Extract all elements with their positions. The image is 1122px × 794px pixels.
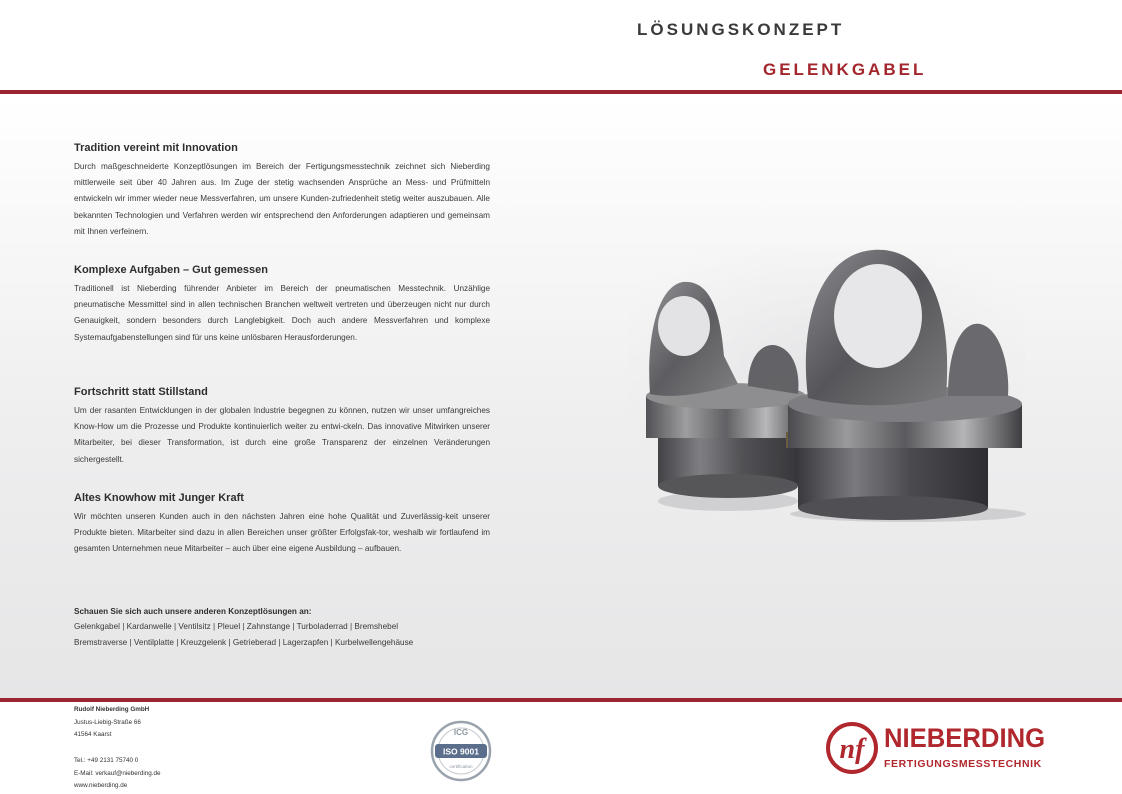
section-complex bbox=[74, 264, 490, 346]
section-knowhow bbox=[74, 492, 490, 558]
page-header bbox=[0, 0, 1122, 90]
header-divider bbox=[0, 90, 1122, 94]
page-title: LÖSUNGSKONZEPT bbox=[637, 20, 845, 39]
city: 41564 Kaarst bbox=[74, 731, 112, 739]
section-title: Komplexe Aufgaben – Gut gemessen bbox=[74, 264, 268, 276]
section-title: Fortschritt statt Stillstand bbox=[74, 386, 208, 398]
badge-bottom-text: certification bbox=[449, 764, 473, 769]
badge-top-text: ICG bbox=[453, 728, 469, 737]
badge-label: ISO 9001 bbox=[443, 746, 479, 757]
footer-divider bbox=[0, 698, 1122, 702]
other-solutions-title: Schauen Sie sich auch unsere anderen Konzeptlösungen an: bbox=[74, 607, 312, 616]
email-link[interactable]: E-Mail: verkauf@nieberding.de bbox=[74, 769, 161, 777]
solutions-line-2: Bremstraverse | Ventilplatte | Kreuzgelenk | Getrieberad | Lagerzapfen | Kurbelwellengehäuse bbox=[74, 638, 414, 647]
section-tradition bbox=[74, 142, 490, 240]
company-name: Rudolf Nieberding GmbH bbox=[74, 706, 150, 713]
iso-9001-badge bbox=[430, 720, 492, 782]
nieberding-logo bbox=[824, 721, 1069, 775]
section-text: Um der rasanten Entwicklungen in der globalen Industrie begegnen zu können, nutzen wir unser umfangreiches Know-How um die Prozesse und Produkte kontinuierlich weiter zu entwi-ckeln. Das innovative Mitwirken unserer Mitarbeiter, bei dieser Transformation, ist durch eine große Transparenz der einzelnen Veränderungen sichergestellt. bbox=[74, 406, 490, 464]
logo-monogram: nf bbox=[839, 734, 865, 765]
website-link[interactable]: www.nieberding.de bbox=[74, 782, 128, 790]
solutions-line-1: Gelenkgabel | Kardanwelle | Ventilsitz | Pleuel | Zahnstange | Turboladerrad | Bremshebel bbox=[74, 622, 399, 631]
section-text: Durch maßgeschneiderte Konzeptlösungen im Bereich der Fertigungsmesstechnik zeichnet sich Nieberding mittlerweile seit über 40 Jahren aus. Im Zuge der stetig wachsenden Ansprüche an Mess- und Prüfmitteln entwickeln wir immer wieder neue Messverfahren, um unsere Kunden-zufriedenheit stetig weiter auszubauen. Alle bekannten Technologien und Verfahren werden wir entsprechend den Anforderungen adaptieren und gemeinsam mit Ihnen verfeinern. bbox=[74, 162, 490, 236]
logo-tagline: FERTIGUNGSMESSTECHNIK bbox=[884, 758, 1042, 770]
other-solutions bbox=[74, 607, 494, 651]
street: Justus-Liebig-Straße 66 bbox=[74, 718, 141, 726]
section-text: Traditionell ist Nieberding führender Anbieter im Bereich der pneumatischen Messtechnik. Unzählige pneumatische Messmittel sind in allen technischen Branchen weltweit vertreten und überzeugen nicht nur durch Genauigkeit, sondern besonders durch Langlebigkeit. Doch auch andere Messverfahren und komplexe Systemaufgabenstellungen sind für uns keine unlösbaren Herausforderungen. bbox=[74, 284, 490, 342]
page-footer bbox=[0, 703, 1122, 794]
logo-monogram-icon bbox=[824, 721, 880, 775]
company-address bbox=[74, 704, 161, 793]
logo-name: NIEBERDING bbox=[884, 723, 1046, 753]
page-subtitle: GELENKGABEL bbox=[763, 60, 927, 79]
yoke-product-photo bbox=[628, 246, 1026, 522]
section-title: Tradition vereint mit Innovation bbox=[74, 142, 238, 154]
section-progress bbox=[74, 386, 490, 468]
phone: Tel.: +49 2131 75740 0 bbox=[74, 756, 139, 764]
section-title: Altes Knowhow mit Junger Kraft bbox=[74, 492, 244, 504]
section-text: Wir möchten unseren Kunden auch in den nächsten Jahren eine hohe Qualität und Zuverlässig-keit unserer Produkte bieten. Mitarbeiter sind dazu in allen Bereichen unser größter Erfolgsfak-tor, weshalb wir fortlaufend im gesamten Unternehmen neue Mitarbeiter – auch über eine eigene Ausbildung – aufbauen. bbox=[74, 512, 490, 554]
